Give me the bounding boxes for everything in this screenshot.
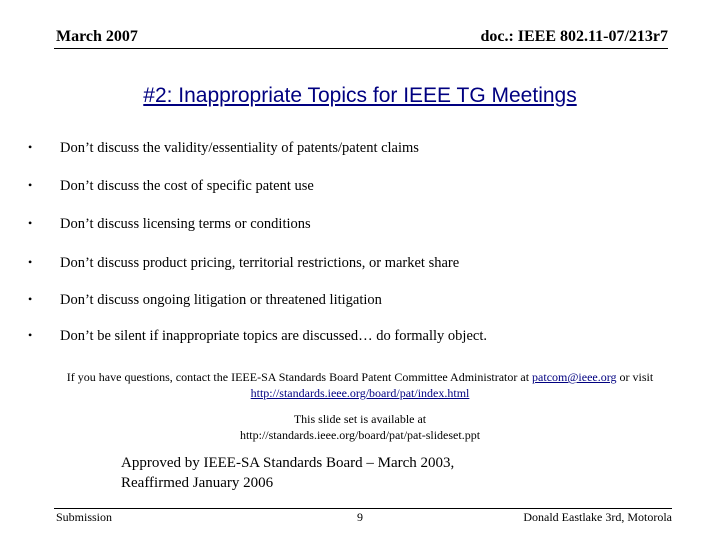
bullet-icon: • [28,178,33,192]
footer-divider [54,508,672,509]
bullet-text: Don’t be silent if inappropriate topics are discussed… do formally object. [60,328,487,344]
bullet-icon: • [28,140,33,154]
header-doc-id: doc.: IEEE 802.11-07/213r7 [480,28,668,45]
footer-submission: Submission [56,510,113,524]
contact-text: If you have questions, contact the IEEE-SA Standards Board Patent Committee Administrator at [66,370,533,384]
slide-set-line1: This slide set is available at [293,412,427,426]
header-date: March 2007 [56,28,138,45]
header-divider [54,48,668,49]
bullet-text: Don’t discuss ongoing litigation or threatened litigation [60,292,382,308]
bullet-text: Don’t discuss licensing terms or conditions [60,216,311,232]
slide-title [0,84,720,108]
bullet-icon: • [28,216,33,230]
bullet-icon: • [28,328,33,342]
bullet-icon: • [28,255,33,269]
bullet-text: Don’t discuss the cost of specific patent use [60,178,314,194]
patcom-email-link[interactable]: patcom@ieee.org [532,370,617,384]
approval-note [121,453,454,493]
approval-line1: Approved by IEEE-SA Standards Board – March 2003, [121,455,455,471]
footer-author: Donald Eastlake 3rd, Motorola [523,510,672,524]
footer-page-number: 9 [357,510,363,524]
contact-text-middle: or visit [616,370,654,384]
approval-line2: Reaffirmed January 2006 [121,475,274,491]
slide-title-text: #2: Inappropriate Topics for IEEE TG Meetings [143,84,577,107]
bullet-text: Don’t discuss the validity/essentiality of patents/patent claims [60,140,419,156]
patent-policy-url-link[interactable]: http://standards.ieee.org/board/pat/index.html [250,386,470,400]
slide-set-url: http://standards.ieee.org/board/pat/pat-slideset.ppt [239,428,481,442]
bullet-icon: • [28,292,33,306]
bullet-text: Don’t discuss product pricing, territorial restrictions, or market share [60,255,460,271]
contact-note [0,369,720,401]
slide-set-note [0,411,720,443]
